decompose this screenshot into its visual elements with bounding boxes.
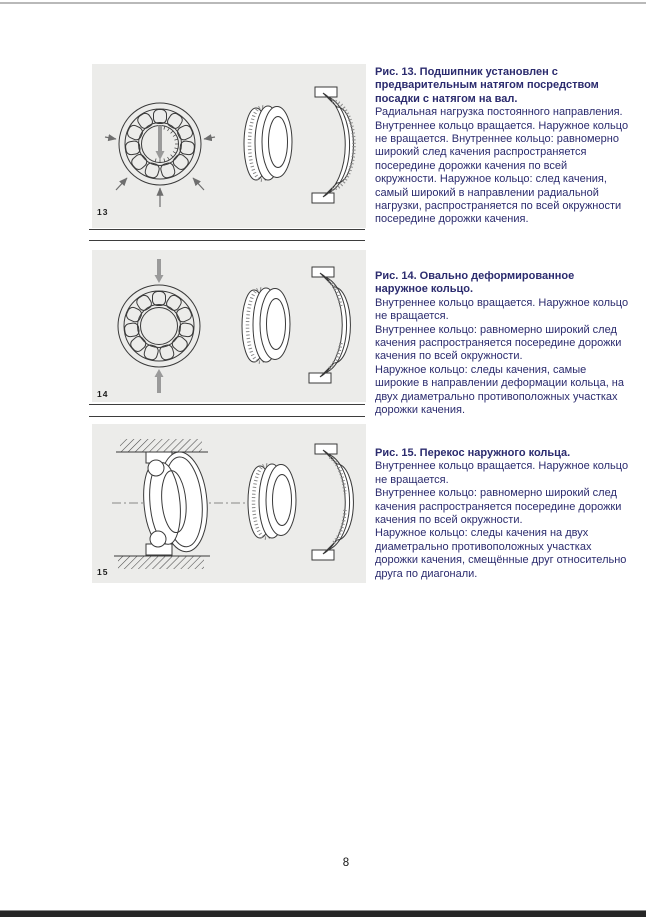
ball-bottom xyxy=(150,531,166,547)
figure-15-paragraph: Внутреннее кольцо: равномерно широкий след качения распространяется посередине дорожки качения по всей окружности. xyxy=(375,487,622,527)
bearing-front-view-drawing xyxy=(105,103,215,207)
figure-14-paragraph: Наружное кольцо: следы качения, самые широкие в направлении деформации кольца, на двух диаметрально противоположных участках дорожки качения. xyxy=(375,363,624,417)
outer-ring-wear-drawing xyxy=(312,87,354,203)
inner-ring-wear-drawing xyxy=(242,288,290,362)
figure-14-bearing-drawing xyxy=(92,250,366,402)
scan-artifact-bottom-bar xyxy=(0,910,646,917)
figure-13-panel xyxy=(92,64,366,228)
figure-15-bearing-drawing xyxy=(92,424,366,583)
figure-13-paragraph: Радиальная нагрузка постоянного направления. Внутреннее кольцо вращается. Наружное кольцо не вращается. Внутреннее кольцо: равномерно широкий след качения распространяется посередине дорожки качения по всей окружности. Наружное кольцо: след качения, самый широкий в направлении радиальной нагрузки, распространяется по всей окружности посередине дорожки качения. xyxy=(375,106,629,226)
figure-14-paragraph: Внутреннее кольцо вращается. Наружное кольцо не вращается. xyxy=(375,296,629,323)
figure-15-panel xyxy=(92,424,366,583)
figure-15-paragraph: Внутреннее кольцо вращается. Наружное кольцо не вращается. xyxy=(375,460,629,486)
panel-separator-line xyxy=(89,229,365,230)
figure-14-caption: Рис. 14. Овально деформированное наружное кольцо. xyxy=(375,270,575,296)
outer-ring-wear-drawing xyxy=(312,444,353,560)
figure-13-bearing-drawing xyxy=(92,64,366,228)
inner-ring-wear-drawing xyxy=(244,106,292,180)
figure-14-panel xyxy=(92,250,366,402)
housing-hatch-bottom xyxy=(114,556,210,569)
figure-15-paragraph: Наружное кольцо: следы качения на двух диаметрально противоположных участках дорожки качения, смещённые друг относительно друга по диагонали. xyxy=(375,527,627,580)
housing-hatch-top xyxy=(116,439,208,452)
radial-load-arrow xyxy=(156,126,165,161)
figure-14-number: 14 xyxy=(97,389,109,399)
panel-separator-line xyxy=(89,404,365,405)
figure-13-caption: Рис. 13. Подшипник установлен с предварительным натягом посредством посадки с натягом на вал. xyxy=(375,66,599,105)
figure-13-description xyxy=(375,66,629,227)
figure-13-number: 13 xyxy=(97,207,109,217)
deformation-arrow-bottom xyxy=(155,369,164,393)
scan-artifact-top-line xyxy=(0,2,646,4)
figure-14-paragraph: Внутреннее кольцо: равномерно широкий след качения распространяется посередине дорожки качения по всей окружности. xyxy=(375,323,622,363)
outer-ring-wear-drawing xyxy=(309,267,350,383)
panel-separator-line xyxy=(89,416,365,417)
ball-top xyxy=(148,460,164,476)
panel-separator-line xyxy=(89,240,365,241)
inner-ring-wear-drawing xyxy=(248,464,296,538)
figure-14-description xyxy=(375,270,629,417)
bearing-front-view-drawing xyxy=(118,259,200,393)
figure-15-number: 15 xyxy=(97,567,109,577)
figure-15-caption: Рис. 15. Перекос наружного кольца. xyxy=(375,447,571,459)
skewed-bearing-side-view xyxy=(140,450,211,555)
figure-15-description xyxy=(375,447,629,581)
deformation-arrow-top xyxy=(155,259,164,283)
page-number: 8 xyxy=(342,857,350,869)
